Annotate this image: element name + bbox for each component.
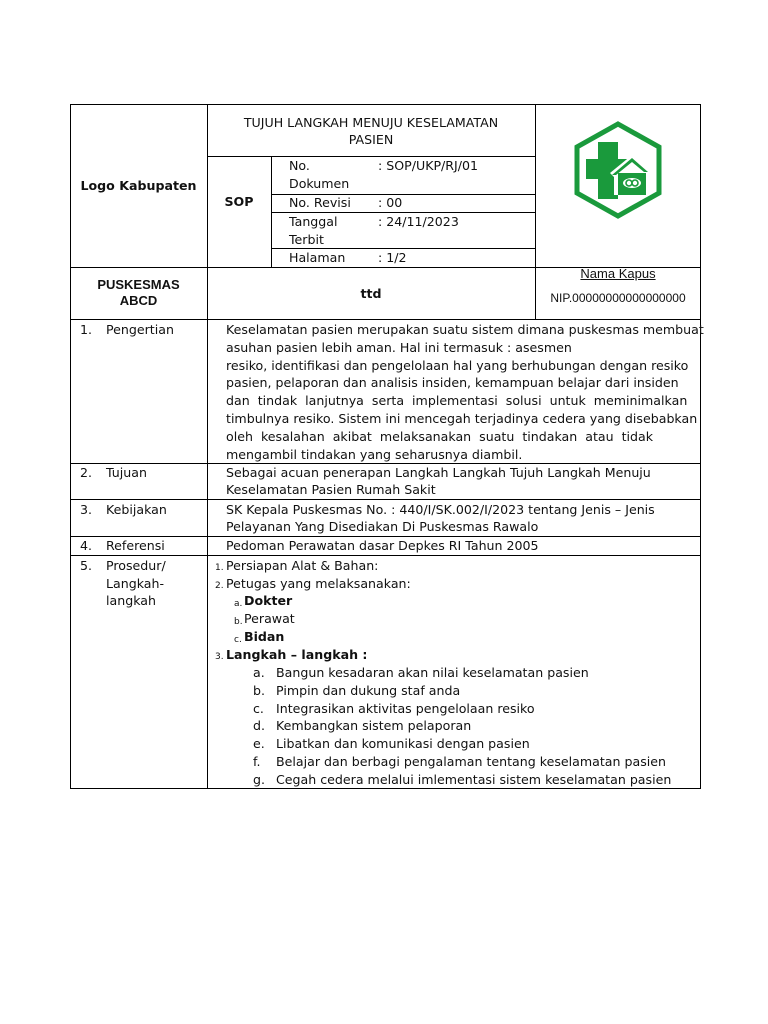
step-marker: e. — [253, 736, 265, 751]
pengertian-line: Keselamatan pasien merupakan suatu sistem dimana puskesmas membuat — [226, 322, 704, 337]
tujuan-line: Sebagai acuan penerapan Langkah Langkah Tujuh Langkah Menuju — [226, 465, 651, 480]
section-label-pengertian: Pengertian — [106, 322, 174, 337]
pengertian-line: resiko, identifikasi dan pengelolaan hal yang berhubungan dengan resiko — [226, 358, 689, 373]
step-item: Belajar dan berbagi pengalaman tentang keselamatan pasien — [276, 754, 666, 769]
revisi-label: No. Revisi — [289, 195, 351, 210]
petugas-item: Dokter — [244, 593, 293, 608]
divider — [70, 319, 701, 320]
divider — [535, 104, 536, 319]
pengertian-line: asuhan pasien lebih aman. Hal ini termasuk : asesmen — [226, 340, 572, 355]
section-label-tujuan: Tujuan — [106, 465, 147, 480]
divider — [207, 156, 535, 157]
divider — [70, 499, 701, 500]
kebijakan-line: Pelayanan Yang Disediakan Di Puskesmas Rawalo — [226, 519, 539, 534]
tujuan-line: Keselamatan Pasien Rumah Sakit — [226, 482, 436, 497]
document-title-line1: TUJUH LANGKAH MENUJU KESELAMATAN — [243, 115, 499, 130]
section-number: 3. — [80, 502, 93, 517]
kapus-name: Nama Kapus — [580, 266, 656, 281]
revisi-value: : 00 — [378, 195, 403, 210]
petugas-item: Bidan — [244, 629, 285, 644]
step-item: Integrasikan aktivitas pengelolaan resiko — [276, 701, 535, 716]
step-item: Kembangkan sistem pelaporan — [276, 718, 472, 733]
step-marker: d. — [253, 718, 265, 733]
step-marker: b. — [253, 683, 265, 698]
step-item: Bangun kesadaran akan nilai keselamatan pasien — [276, 665, 589, 680]
tanggal-label: Tanggal — [289, 214, 338, 229]
list-marker: c. — [234, 635, 242, 645]
list-marker: 3. — [215, 652, 224, 662]
pengertian-line: oleh kesalahan akibat melaksanakan suatu tindakan atau tidak — [226, 429, 654, 444]
pengertian-line: dan tindak lanjutnya serta implementasi solusi untuk meminimalkan — [226, 393, 688, 408]
sop-label: SOP — [224, 194, 254, 209]
section-label-prosedur-3: langkah — [106, 593, 156, 608]
step-marker: c. — [253, 701, 264, 716]
list-marker: 2. — [215, 581, 224, 591]
dokumen-value: : SOP/UKP/RJ/01 — [378, 158, 479, 173]
dokumen-label: No. — [289, 158, 310, 173]
kebijakan-line: SK Kepala Puskesmas No. : 440/I/SK.002/I/2023 tentang Jenis – Jenis — [226, 502, 655, 517]
halaman-label: Halaman — [289, 250, 346, 265]
petugas-item: Perawat — [244, 611, 295, 626]
tanggal-label-2: Terbit — [289, 232, 324, 247]
signature-ttd: ttd — [360, 286, 382, 301]
logo-kabupaten-label: Logo Kabupaten — [80, 178, 197, 193]
kapus-nip: NIP.00000000000000000 — [550, 291, 686, 305]
puskesmas-name-line2: ABCD — [119, 293, 158, 308]
step-marker: a. — [253, 665, 265, 680]
section-number: 1. — [80, 322, 93, 337]
section-label-prosedur: Prosedur/ — [106, 558, 166, 573]
section-number: 5. — [80, 558, 93, 573]
section-number: 2. — [80, 465, 93, 480]
document-title-line2: PASIEN — [348, 132, 394, 147]
step-item: Cegah cedera melalui imlementasi sistem keselamatan pasien — [276, 772, 672, 787]
tanggal-value: : 24/11/2023 — [378, 214, 459, 229]
section-label-prosedur-2: Langkah- — [106, 576, 165, 591]
step-item: Libatkan dan komunikasi dengan pasien — [276, 736, 530, 751]
section-number: 4. — [80, 538, 93, 553]
procedure-item: Petugas yang melaksanakan: — [226, 576, 411, 591]
list-marker: b. — [234, 617, 243, 627]
section-label-kebijakan: Kebijakan — [106, 502, 167, 517]
puskesmas-name-line1: PUSKESMAS — [97, 277, 180, 292]
puskesmas-logo-icon — [574, 121, 662, 219]
dokumen-label-2: Dokumen — [289, 176, 350, 191]
divider — [70, 555, 701, 556]
step-marker: f. — [253, 754, 261, 769]
pengertian-line: pasien, pelaporan dan analisis insiden, kemampuan belajar dari insiden — [226, 375, 679, 390]
list-marker: 1. — [215, 563, 224, 573]
procedure-item: Persiapan Alat & Bahan: — [226, 558, 379, 573]
pengertian-line: timbulnya resiko. Sistem ini mencegah terjadinya cedera yang disebabkan — [226, 411, 698, 426]
halaman-value: : 1/2 — [378, 250, 407, 265]
referensi-text: Pedoman Perawatan dasar Depkes RI Tahun 2005 — [226, 538, 539, 553]
list-marker: a. — [234, 599, 243, 609]
step-marker: g. — [253, 772, 265, 787]
step-item: Pimpin dan dukung staf anda — [276, 683, 461, 698]
section-label-referensi: Referensi — [106, 538, 165, 553]
pengertian-line: mengambil tindakan yang seharusnya diambil. — [226, 447, 523, 462]
procedure-item: Langkah – langkah : — [226, 647, 368, 662]
